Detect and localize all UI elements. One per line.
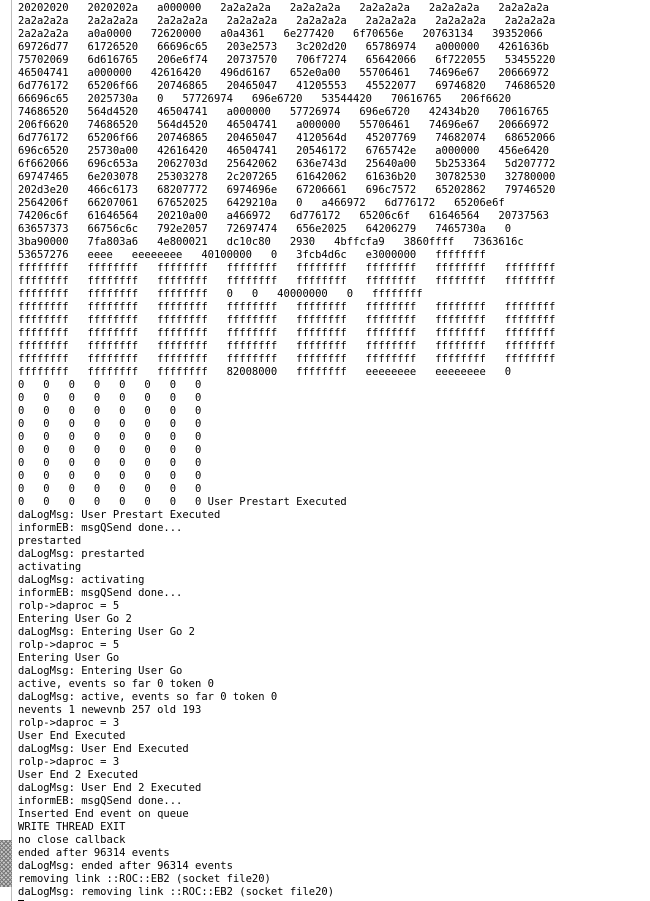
terminal-line: 0 0 0 0 0 0 0 0 [18, 392, 202, 404]
terminal-line: 20202020 2020202a a000000 2a2a2a2a 2a2a2a2a 2a2a2a2a 2a2a2a2a 2a2a2a2a [18, 2, 550, 14]
terminal-line: ffffffff ffffffff ffffffff ffffffff ffffffff ffffffff ffffffff ffffffff [18, 353, 556, 365]
terminal-line: ffffffff ffffffff ffffffff ffffffff ffffffff ffffffff ffffffff ffffffff [18, 314, 556, 326]
terminal-line: ffffffff ffffffff ffffffff 0 0 40000000 0 ffffffff [18, 288, 423, 300]
terminal-line: daLogMsg: User Prestart Executed [18, 509, 221, 521]
terminal-line: Entering User Go 2 [18, 613, 132, 625]
terminal-line: daLogMsg: User End 2 Executed [18, 782, 202, 794]
terminal-line: 6d776172 65206f66 20746865 20465047 4120564d 45207769 74682074 68652066 [18, 132, 556, 144]
terminal-line: 69747465 6e203078 25303278 2c207265 61642062 61636b20 30782530 32780000 [18, 171, 556, 183]
terminal-line: 0 0 0 0 0 0 0 0 [18, 379, 202, 391]
terminal-line: 53657276 eeee eeeeeeee 40100000 0 3fcb4d6c e3000000 ffffffff [18, 249, 486, 261]
terminal-line: User End 2 Executed [18, 769, 139, 781]
terminal-line: 0 0 0 0 0 0 0 0 [18, 483, 202, 495]
terminal-line: rolp->daproc = 5 [18, 639, 120, 651]
terminal-line: 0 0 0 0 0 0 0 0 [18, 470, 202, 482]
terminal-line: 0 0 0 0 0 0 0 0 [18, 457, 202, 469]
terminal-line: 0 0 0 0 0 0 0 0 [18, 431, 202, 443]
terminal-line: daLogMsg: activating [18, 574, 145, 586]
terminal-line: 206f6620 74686520 564d4520 46504741 a000000 55706461 74696e67 20666972 [18, 119, 550, 131]
terminal-line: 74686520 564d4520 46504741 a000000 57726974 696e6720 42434b20 70616765 [18, 106, 550, 118]
terminal-line: 0 0 0 0 0 0 0 0 [18, 418, 202, 430]
terminal-line: 0 0 0 0 0 0 0 0 [18, 405, 202, 417]
terminal-line: 696c6520 25730a00 42616420 46504741 20546172 6765742e a000000 456e6420 [18, 145, 550, 157]
terminal-line: prestarted [18, 535, 82, 547]
terminal-line: 2564206f 66207061 67652025 6429210a 0 a466972 6d776172 65206e6f [18, 197, 505, 209]
terminal-line: informEB: msgQSend done... [18, 522, 183, 534]
terminal-line: nevents 1 newevnb 257 old 193 [18, 704, 202, 716]
terminal-line: daLogMsg: removing link ::ROC::EB2 (socket file20) [18, 886, 335, 898]
terminal-line: 202d3e20 466c6173 68207772 6974696e 67206661 696c7572 65202862 79746520 [18, 184, 556, 196]
terminal-line: no close callback [18, 834, 126, 846]
scrollbar[interactable] [0, 0, 12, 901]
terminal-line: 66696c65 2025730a 0 57726974 696e6720 53544420 70616765 206f6620 [18, 93, 512, 105]
terminal-line: 63657373 66756c6c 792e2057 72697474 656e2025 64206279 7465730a 0 [18, 223, 512, 235]
terminal-line: ffffffff ffffffff ffffffff ffffffff ffffffff ffffffff ffffffff ffffffff [18, 262, 556, 274]
terminal-line: rolp->daproc = 3 [18, 717, 120, 729]
terminal-line: daLogMsg: ended after 96314 events [18, 860, 233, 872]
terminal-line: ffffffff ffffffff ffffffff ffffffff ffffffff ffffffff ffffffff ffffffff [18, 327, 556, 339]
terminal-line: rolp->daproc = 3 [18, 756, 120, 768]
terminal-line: ffffffff ffffffff ffffffff ffffffff ffffffff ffffffff ffffffff ffffffff [18, 275, 556, 287]
terminal-line: daLogMsg: prestarted [18, 548, 145, 560]
terminal-line: 6d776172 65206f66 20746865 20465047 41205553 45522077 69746820 74686520 [18, 80, 556, 92]
terminal-line: 6f662066 696c653a 2062703d 25642062 636e743d 25640a00 5b253364 5d207772 [18, 158, 556, 170]
terminal-line: 3ba90000 7fa803a6 4e800021 dc10c80 2930 4bffcfa9 3860ffff 7363616c [18, 236, 524, 248]
terminal-line: WRITE THREAD EXIT [18, 821, 126, 833]
terminal-line: 74206c6f 61646564 20210a00 a466972 6d776172 65206c6f 61646564 20737563 [18, 210, 550, 222]
terminal-line: daLogMsg: Entering User Go 2 [18, 626, 196, 638]
terminal-line: Entering User Go [18, 652, 120, 664]
terminal-line: daLogMsg: Entering User Go [18, 665, 183, 677]
terminal-line: active, events so far 0 token 0 [18, 678, 214, 690]
terminal-line: 0 0 0 0 0 0 0 0 [18, 444, 202, 456]
terminal-line: rolp->daproc = 5 [18, 600, 120, 612]
terminal-line: ended after 96314 events [18, 847, 170, 859]
terminal-line: 46504741 a000000 42616420 496d6167 652e0a00 55706461 74696e67 20666972 [18, 67, 550, 79]
terminal-line: User End Executed [18, 730, 126, 742]
terminal-line: ffffffff ffffffff ffffffff 82008000 ffffffff eeeeeeee eeeeeeee 0 [18, 366, 512, 378]
terminal-line: 2a2a2a2a 2a2a2a2a 2a2a2a2a 2a2a2a2a 2a2a2a2a 2a2a2a2a 2a2a2a2a 2a2a2a2a [18, 15, 556, 27]
terminal-line: daLogMsg: User End Executed [18, 743, 189, 755]
terminal-line: removing link ::ROC::EB2 (socket file20) [18, 873, 271, 885]
terminal-line: 69726d77 61726520 66696c65 203e2573 3c202d20 65786974 a000000 4261636b [18, 41, 550, 53]
scrollbar-thumb[interactable] [0, 840, 12, 887]
terminal-output [18, 2, 650, 901]
terminal-line: 2a2a2a2a a0a0000 72620000 a0a4361 6e277420 6f70656e 20763134 39352066 [18, 28, 543, 40]
terminal-line: informEB: msgQSend done... [18, 795, 183, 807]
terminal-line: ffffffff ffffffff ffffffff ffffffff ffffffff ffffffff ffffffff ffffffff [18, 301, 556, 313]
terminal-line: Inserted End event on queue [18, 808, 189, 820]
terminal-line: informEB: msgQSend done... [18, 587, 183, 599]
terminal-line: ffffffff ffffffff ffffffff ffffffff ffffffff ffffffff ffffffff ffffffff [18, 340, 556, 352]
terminal-line: 0 0 0 0 0 0 0 0 User Prestart Executed [18, 496, 347, 508]
terminal-line: activating [18, 561, 82, 573]
terminal-line: 75702069 6d616765 206e6f74 20737570 706f7274 65642066 6f722055 53455220 [18, 54, 556, 66]
terminal-line: daLogMsg: active, events so far 0 token 0 [18, 691, 278, 703]
